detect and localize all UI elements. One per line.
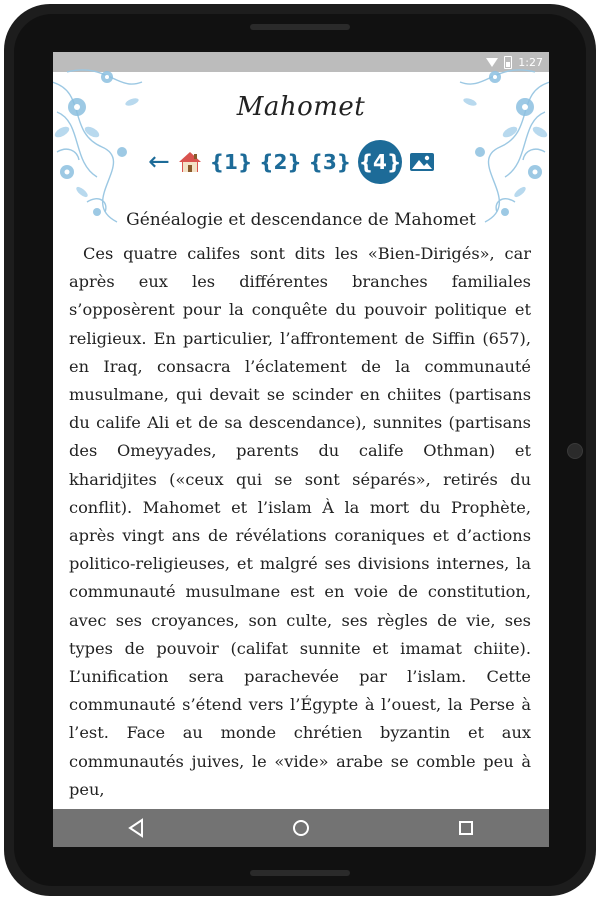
page-navigation [148,140,458,184]
page-link-3[interactable]: {3} [308,150,352,174]
image-icon[interactable] [409,152,435,172]
camera [567,443,583,459]
speaker-top [250,24,350,30]
home-icon[interactable] [177,149,203,175]
nav-back-icon[interactable] [120,816,152,840]
nav-recent-icon[interactable] [450,816,482,840]
nav-home-icon[interactable] [285,816,317,840]
arrow-left-icon[interactable]: ← [148,147,170,177]
article-body: Ces quatre califes sont dits les «Bien-Dirigés», car après eux les différentes branches familiales s’opposèrent pour la conquête du pouvoir politique et religieux. En particulier, l’affrontement de Siffin (657), en Iraq, consacra l’éclatement de la communauté musulmane, qui devait se scinder en chiites (partisans du calife Ali et de sa descendance), sunnites (partisans des Omeyyades, parents du calife Othman) et kharidjites («ceux qui se sont séparés», retirés du conflit). Mahomet et l’islam À la mort du Prophète, après vingt ans de révélations coraniques et d’actions politico-religieuses, et malgré ses divisions internes, la communauté musulmane est en voie de constitution, avec ses croyances, son culte, ses règles de vie, ses types de pouvoir (califat sunnite et imamat chiite). L’unification sera parachevée par l’islam. Cette communauté s’étend vers l’Égypte à l’ouest, la Perse à l’est. Face au monde chrétien byzantin et aux communautés juives, le «vide» arabe se comble peu à peu, [69,244,531,799]
screen [53,52,549,847]
page-link-1[interactable]: {1} [209,150,253,174]
speaker-bottom [250,870,350,876]
android-navigation-bar [53,809,549,847]
book-title: Mahomet [236,92,366,122]
status-time: 1:27 [518,55,543,69]
article-heading: Généalogie et descendance de Mahomet [126,210,476,230]
page-link-current[interactable]: {4} [358,140,402,184]
page-link-2[interactable]: {2} [259,150,302,174]
